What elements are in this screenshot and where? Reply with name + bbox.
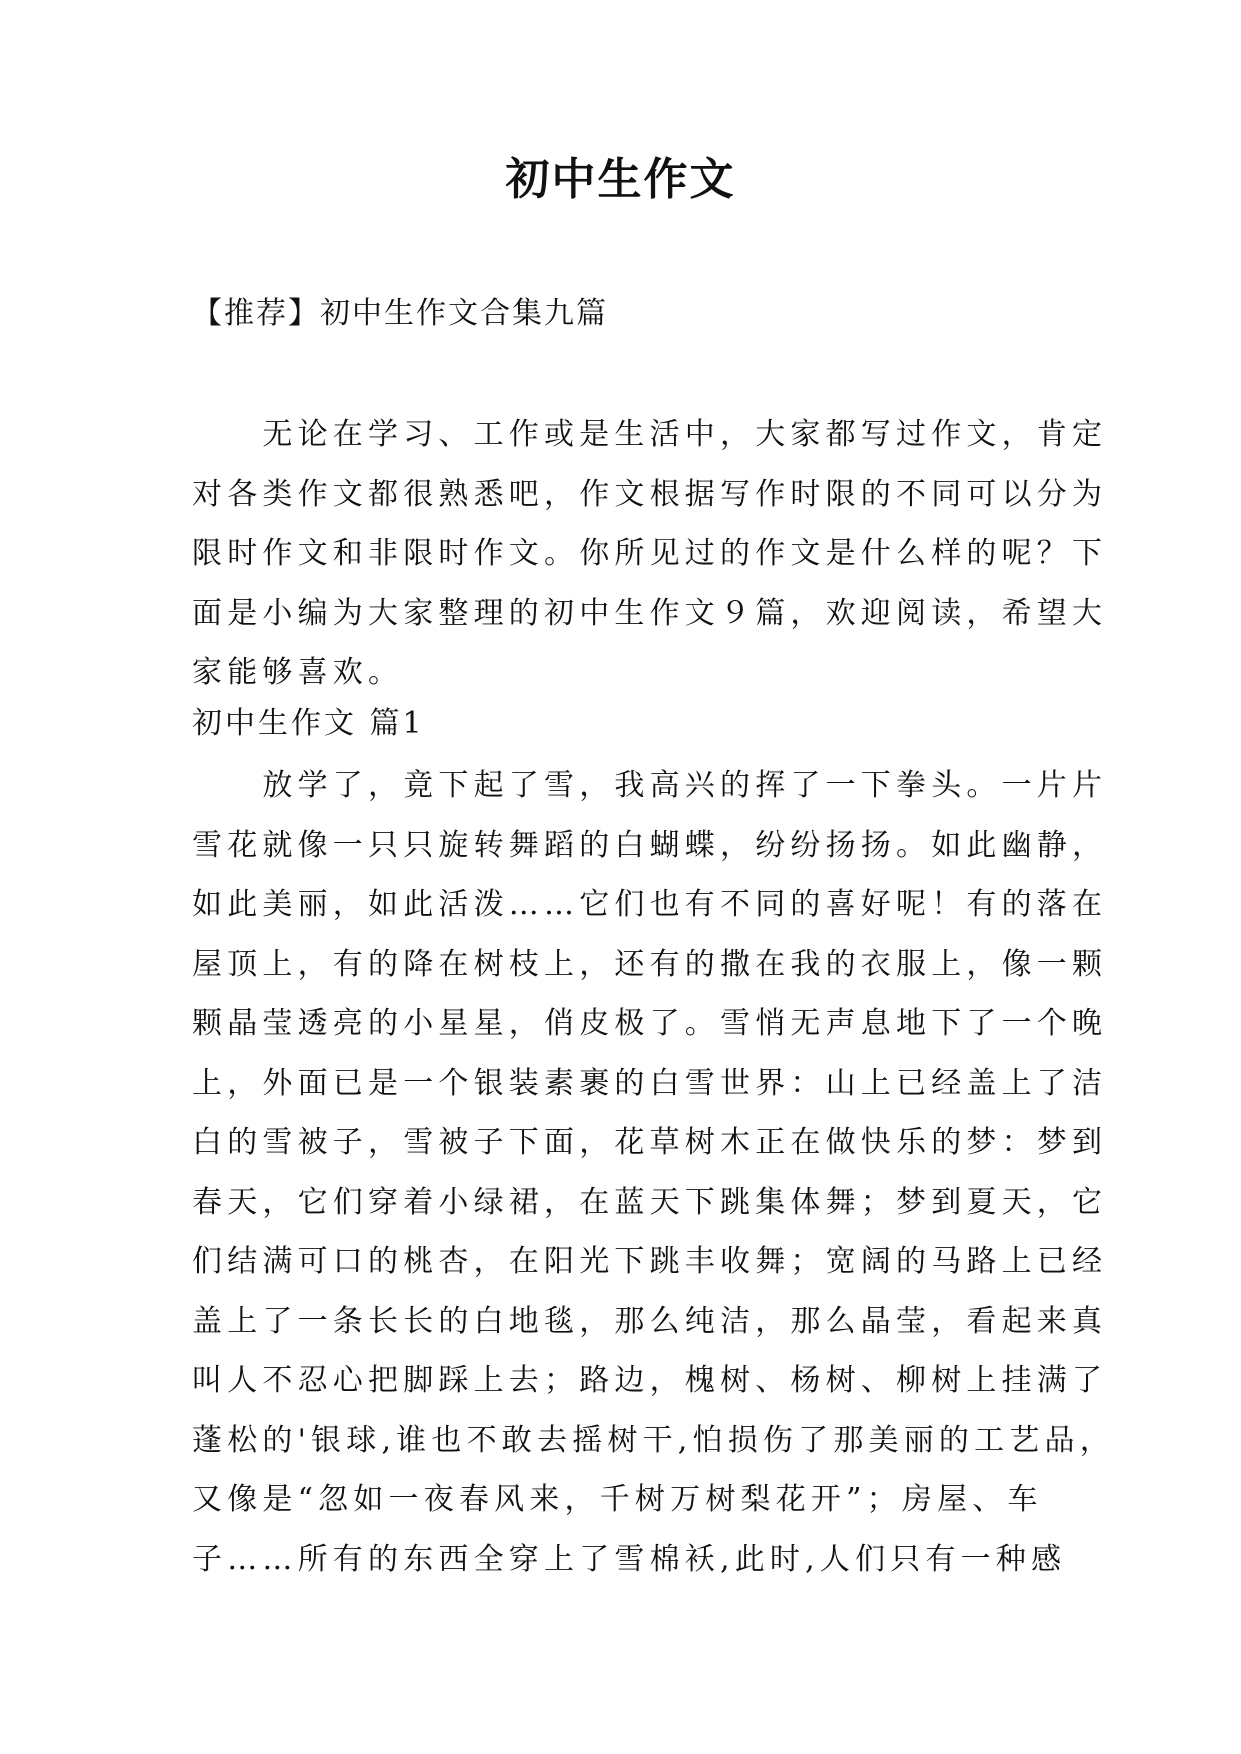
text-line: 面是小编为大家整理的初中生作文９篇，欢迎阅读，希望大 xyxy=(192,595,1108,631)
text-line: 无论在学习、工作或是生活中，大家都写过作文，肯定 xyxy=(192,417,1108,452)
text-line: 对各类作文都很熟悉吧，作文根据写作时限的不同可以分为 xyxy=(192,476,1108,512)
text-line: 又像是“忽如一夜春风来，千树万树梨花开”；房屋、车 xyxy=(192,1482,1043,1517)
text-line: 子……所有的东西全穿上了雪棉袄,此时,人们只有一种感 xyxy=(192,1541,1067,1577)
text-line: 白的雪被子，雪被子下面，花草树木正在做快乐的梦：梦到 xyxy=(192,1125,1108,1160)
text-line: 屋顶上，有的降在树枝上，还有的撒在我的衣服上，像一颗 xyxy=(192,946,1108,982)
text-line: 限时作文和非限时作文。你所见过的作文是什么样的呢？下 xyxy=(192,536,1108,571)
essay-paragraph xyxy=(192,756,1115,1589)
text-line: 盖上了一条长长的白地毯，那么纯洁，那么晶莹，看起来真 xyxy=(192,1303,1108,1339)
text-line: 蓬松的'银球,谁也不敢去摇树干,怕损伤了那美丽的工艺品， xyxy=(192,1422,1115,1458)
text-line: 放学了，竟下起了雪，我高兴的挥了一下拳头。一片片 xyxy=(192,768,1108,803)
text-line: 上，外面已是一个银装素裹的白雪世界：山上已经盖上了洁 xyxy=(192,1065,1108,1101)
text-line: 雪花就像一只只旋转舞蹈的白蝴蝶，纷纷扬扬。如此幽静， xyxy=(192,827,1108,863)
text-line: 颗晶莹透亮的小星星，俏皮极了。雪悄无声息地下了一个晚 xyxy=(192,1006,1108,1041)
section-heading: 初中生作文 篇1 xyxy=(192,706,425,741)
text-line: 家能够喜欢。 xyxy=(192,655,404,690)
document-title: 初中生作文 xyxy=(505,154,736,205)
text-line: 们结满可口的桃杏，在阳光下跳丰收舞；宽阔的马路上已经 xyxy=(192,1244,1108,1279)
text-line: 春天，它们穿着小绿裙，在蓝天下跳集体舞；梦到夏天，它 xyxy=(192,1184,1108,1220)
text-line: 如此美丽，如此活泼……它们也有不同的喜好呢！有的落在 xyxy=(192,887,1108,922)
intro-paragraph xyxy=(192,405,1108,703)
text-line: 叫人不忍心把脚踩上去；路边，槐树、杨树、柳树上挂满了 xyxy=(192,1363,1108,1398)
document-subtitle: 【推荐】初中生作文合集九篇 xyxy=(192,296,608,331)
